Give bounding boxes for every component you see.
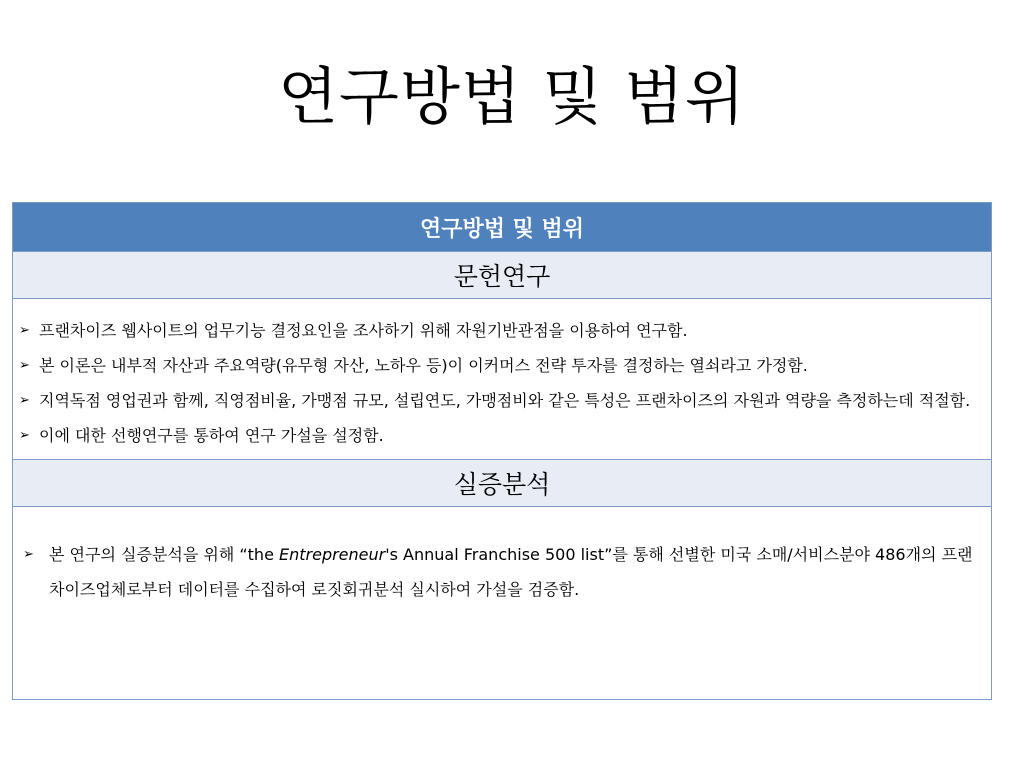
- list-item: [19, 383, 983, 418]
- arrow-bullet-icon: ➢: [19, 393, 30, 408]
- bullet-text-part: 본 연구의 실증분석을 위해 “the: [49, 545, 279, 564]
- section-body-row: [13, 299, 992, 460]
- section-row: [13, 252, 992, 299]
- bullet-text-part: 's Annual Franchise 500 list”를 통해 선별한 미국 소매/서비스분야 486개의 프랜차이즈업체로부터 데이터를 수집하여 로짓회귀분석 실시하여 가설을 검증함.: [49, 545, 973, 599]
- section-body-empirical: [13, 507, 992, 700]
- list-item: [19, 418, 983, 453]
- arrow-bullet-icon: ➢: [19, 323, 30, 338]
- section-heading-empirical: 실증분석: [13, 460, 992, 507]
- bullet-text: 이에 대한 선행연구를 통하여 연구 가설을 설정함.: [39, 426, 384, 445]
- table-header: 연구방법 및 범위: [13, 203, 992, 252]
- bullet-text: 지역독점 영업권과 함께, 직영점비율, 가맹점 규모, 설립연도, 가맹점비와 같은 특성은 프랜차이즈의 자원과 역량을 측정하는데 적절함.: [39, 391, 971, 410]
- list-item: [19, 348, 983, 383]
- section-row: [13, 460, 992, 507]
- bullet-text: 프랜차이즈 웹사이트의 업무기능 결정요인을 조사하기 위해 자원기반관점을 이용하여 연구함.: [39, 321, 688, 340]
- bullet-list: [13, 299, 991, 459]
- bullet-text: 본 이론은 내부적 자산과 주요역량(유무형 자산, 노하우 등)이 이커머스 전략 투자를 결정하는 열쇠라고 가정함.: [39, 356, 808, 375]
- list-item: [19, 537, 983, 607]
- section-heading-literature: 문헌연구: [13, 252, 992, 299]
- content-table: [12, 202, 992, 700]
- list-item: [19, 313, 983, 348]
- bullet-text-italic: Entrepreneur: [279, 545, 386, 564]
- slide-title: 연구방법 및 범위: [278, 60, 746, 133]
- section-body-literature: [13, 299, 992, 460]
- section-body-row: [13, 507, 992, 700]
- arrow-bullet-icon: ➢: [23, 547, 34, 562]
- bullet-list: [13, 507, 991, 607]
- arrow-bullet-icon: ➢: [19, 358, 30, 373]
- arrow-bullet-icon: ➢: [19, 428, 30, 443]
- table-header-row: [13, 203, 992, 252]
